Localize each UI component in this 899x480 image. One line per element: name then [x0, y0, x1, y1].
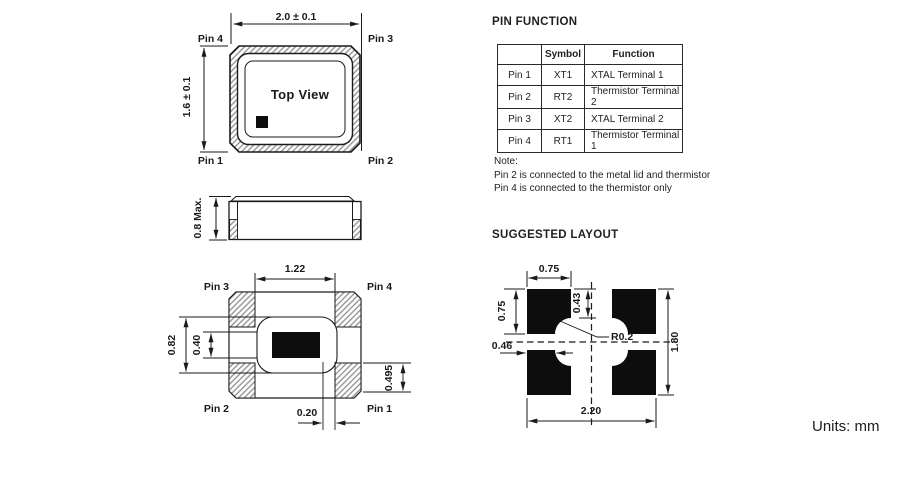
- cell-function: Thermistor Terminal 2: [585, 86, 683, 109]
- top-view-drawing: [181, 11, 393, 167]
- cell-function: XTAL Terminal 2: [585, 109, 683, 130]
- top-view-label: Top View: [270, 87, 330, 102]
- dim-side-height: [209, 197, 231, 241]
- top-height-label: 1.6 ± 0.1: [181, 76, 193, 118]
- cell-symbol: RT1: [542, 130, 585, 153]
- pin-function-table: [497, 44, 683, 153]
- top-view-pin2-label: Pin 2: [368, 155, 394, 167]
- top-view-pin4-label: Pin 4: [197, 33, 223, 45]
- bottom-pad-pin2: [229, 363, 255, 398]
- side-height-label: 0.8 Max.: [192, 197, 204, 239]
- cell-function: Thermistor Terminal 1: [585, 130, 683, 153]
- pin1-index-marker: [256, 116, 268, 128]
- table-header-row: [498, 45, 683, 65]
- bottom-pad-pin3: [229, 292, 255, 327]
- side-view-drawing: [192, 197, 361, 241]
- cell-pin: Pin 3: [498, 109, 542, 130]
- layout-pad-width-label: 0.75: [538, 263, 560, 275]
- side-pad-right: [353, 220, 361, 240]
- note-line-2: Pin 4 is connected to the thermistor only: [494, 183, 672, 194]
- note-line-1: Pin 2 is connected to the metal lid and thermistor: [494, 170, 711, 181]
- header-symbol: Symbol: [542, 45, 585, 65]
- mark-height-label: 0.40: [191, 334, 203, 356]
- units-label: Units: mm: [812, 418, 880, 435]
- bottom-view-pin2-label: Pin 2: [203, 403, 229, 415]
- table-row: [498, 65, 683, 86]
- table-row: [498, 109, 683, 130]
- top-width-label: 2.0 ± 0.1: [275, 11, 317, 23]
- side-lid: [231, 197, 354, 202]
- pad-height-label: 0.495: [383, 364, 395, 392]
- bottom-view-pin4-label: Pin 4: [367, 281, 393, 293]
- cell-symbol: XT1: [542, 65, 585, 86]
- cell-symbol: RT2: [542, 86, 585, 109]
- table-row: [498, 130, 683, 153]
- suggested-layout-title: SUGGESTED LAYOUT: [492, 229, 619, 241]
- cell-function: XTAL Terminal 1: [585, 65, 683, 86]
- cell-pin: Pin 1: [498, 65, 542, 86]
- layout-pad-height-label: 0.75: [496, 300, 508, 322]
- side-body: [229, 202, 361, 240]
- layout-total-height-label: 1.80: [669, 331, 681, 353]
- header-blank: [498, 45, 542, 65]
- top-view-pin3-label: Pin 3: [368, 33, 394, 45]
- bottom-pad-pin1: [335, 363, 361, 398]
- layout-total-width-label: 2.20: [580, 405, 602, 417]
- gap-label: 0.20: [296, 407, 318, 419]
- cell-symbol: XT2: [542, 109, 585, 130]
- suggested-layout-drawing: [492, 263, 681, 429]
- header-function: Function: [585, 45, 683, 65]
- table-row: [498, 86, 683, 109]
- pin-function-title: PIN FUNCTION: [492, 16, 578, 28]
- bottom-crystal-pad: [272, 332, 320, 358]
- pad-span-label: 1.22: [284, 263, 306, 275]
- layout-notch-side-label: 0.46: [491, 340, 513, 352]
- layout-notch-top-label: 0.43: [571, 292, 583, 314]
- cell-pin: Pin 2: [498, 86, 542, 109]
- bottom-view-drawing: [166, 263, 411, 430]
- bottom-view-pin3-label: Pin 3: [203, 281, 229, 293]
- bottom-view-pin1-label: Pin 1: [367, 403, 393, 415]
- bottom-pad-pin4: [335, 292, 361, 327]
- layout-radius-label: R0.2: [611, 331, 634, 343]
- cavity-height-label: 0.82: [166, 334, 178, 356]
- cell-pin: Pin 4: [498, 130, 542, 153]
- top-view-pin1-label: Pin 1: [197, 155, 223, 167]
- side-pad-left: [230, 220, 238, 240]
- note-label: Note:: [494, 156, 518, 167]
